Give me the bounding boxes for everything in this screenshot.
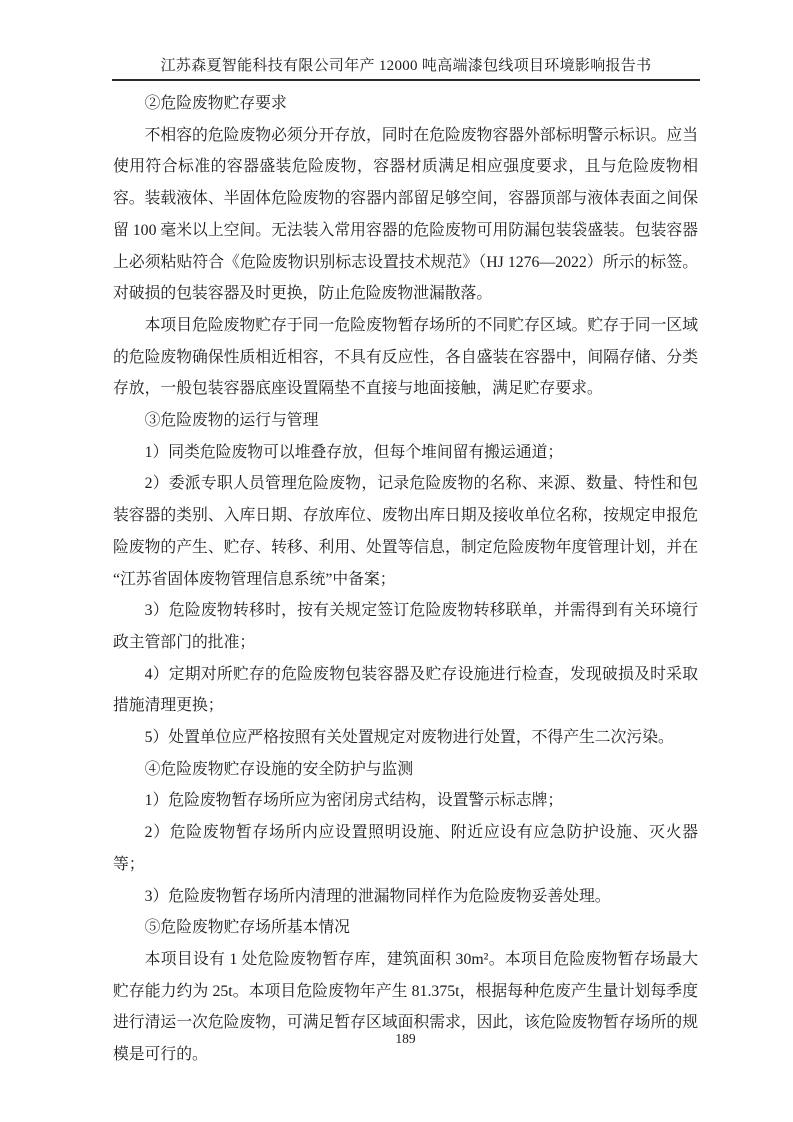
list-item: 2）委派专职人员管理危险废物，记录危险废物的名称、来源、数量、特性和包装容器的类别、入库日期、存放库位、废物出库日期及接收单位名称，按规定申报危险废物的产生、贮存、转移、利用、处置等信息，制定危险废物年度管理计划，并在“江苏省固体废物管理信息系统”中备案； bbox=[113, 475, 698, 588]
list-item: 1）同类危险废物可以堆叠存放，但每个堆间留有搬运通道； bbox=[144, 443, 564, 461]
section-heading: ②危险废物贮存要求 bbox=[144, 95, 287, 112]
document-body bbox=[113, 88, 698, 1071]
paragraph: 本项目危险废物贮存于同一危险废物暂存场所的不同贮存区域。贮存于同一区域的危险废物确保性质相近相容，不具有反应性，各自盛装在容器中，间隔存储、分类存放，一般包装容器底座设置隔垫不直接与地面接触，满足贮存要求。 bbox=[113, 316, 698, 398]
page-header bbox=[112, 57, 700, 81]
list-item: 1）危险废物暂存场所应为密闭房式结构，设置警示标志牌； bbox=[144, 792, 564, 810]
header-title: 江苏森夏智能科技有限公司年产 12000 吨高端漆包线项目环境影响报告书 bbox=[160, 58, 652, 74]
list-item: 2）危险废物暂存场所内应设置照明设施、附近应设有应急防护设施、灭火器等； bbox=[113, 824, 698, 873]
section-heading: ⑤危险废物贮存场所基本情况 bbox=[144, 919, 350, 937]
page-footer bbox=[113, 1031, 698, 1047]
paragraph: 本项目设有 1 处危险废物暂存库，建筑面积 30m²。本项目危险废物暂存场最大贮存能力约为 25t。本项目危险废物年产生 81.375t，根据每种危废产生量计划每季度进行清运一次危险废物，可满足暂存区域面积需求，因此，该危险废物暂存场所的规模是可行的。 bbox=[113, 950, 698, 1064]
list-item: 4）定期对所贮存的危险废物包装容器及贮存设施进行检查，发现破损及时采取措施清理更换； bbox=[113, 665, 698, 715]
page-number: 189 bbox=[395, 1031, 416, 1046]
list-item: 5）处置单位应严格按照有关处置规定对废物进行处置，不得产生二次污染。 bbox=[144, 729, 674, 747]
list-item: 3）危险废物转移时，按有关规定签订危险废物转移联单，并需得到有关环境行政主管部门的批准； bbox=[113, 602, 698, 651]
list-item: 3）危险废物暂存场所内清理的泄漏物同样作为危险废物妥善处理。 bbox=[144, 887, 611, 905]
paragraph: 不相容的危险废物必须分开存放，同时在危险废物容器外部标明警示标识。应当使用符合标准的容器盛装危险废物，容器材质满足相应强度要求，且与危险废物相容。装载液体、半固体危险废物的容器内部留足够空间，容器顶部与液体表面之间保留 100 毫米以上空间。无法装入常用容器的危险废物可用防漏包装袋盛装。包装容器上必须粘贴符合《危险废物识别标志设置技术规范》（HJ 1276—2022）所示的标签。对破损的包装容器及时更换，防止危险废物泄漏散落。 bbox=[113, 126, 698, 303]
section-heading: ④危险废物贮存设施的安全防护与监测 bbox=[144, 760, 414, 778]
section-heading: ③危险废物的运行与管理 bbox=[144, 412, 319, 430]
